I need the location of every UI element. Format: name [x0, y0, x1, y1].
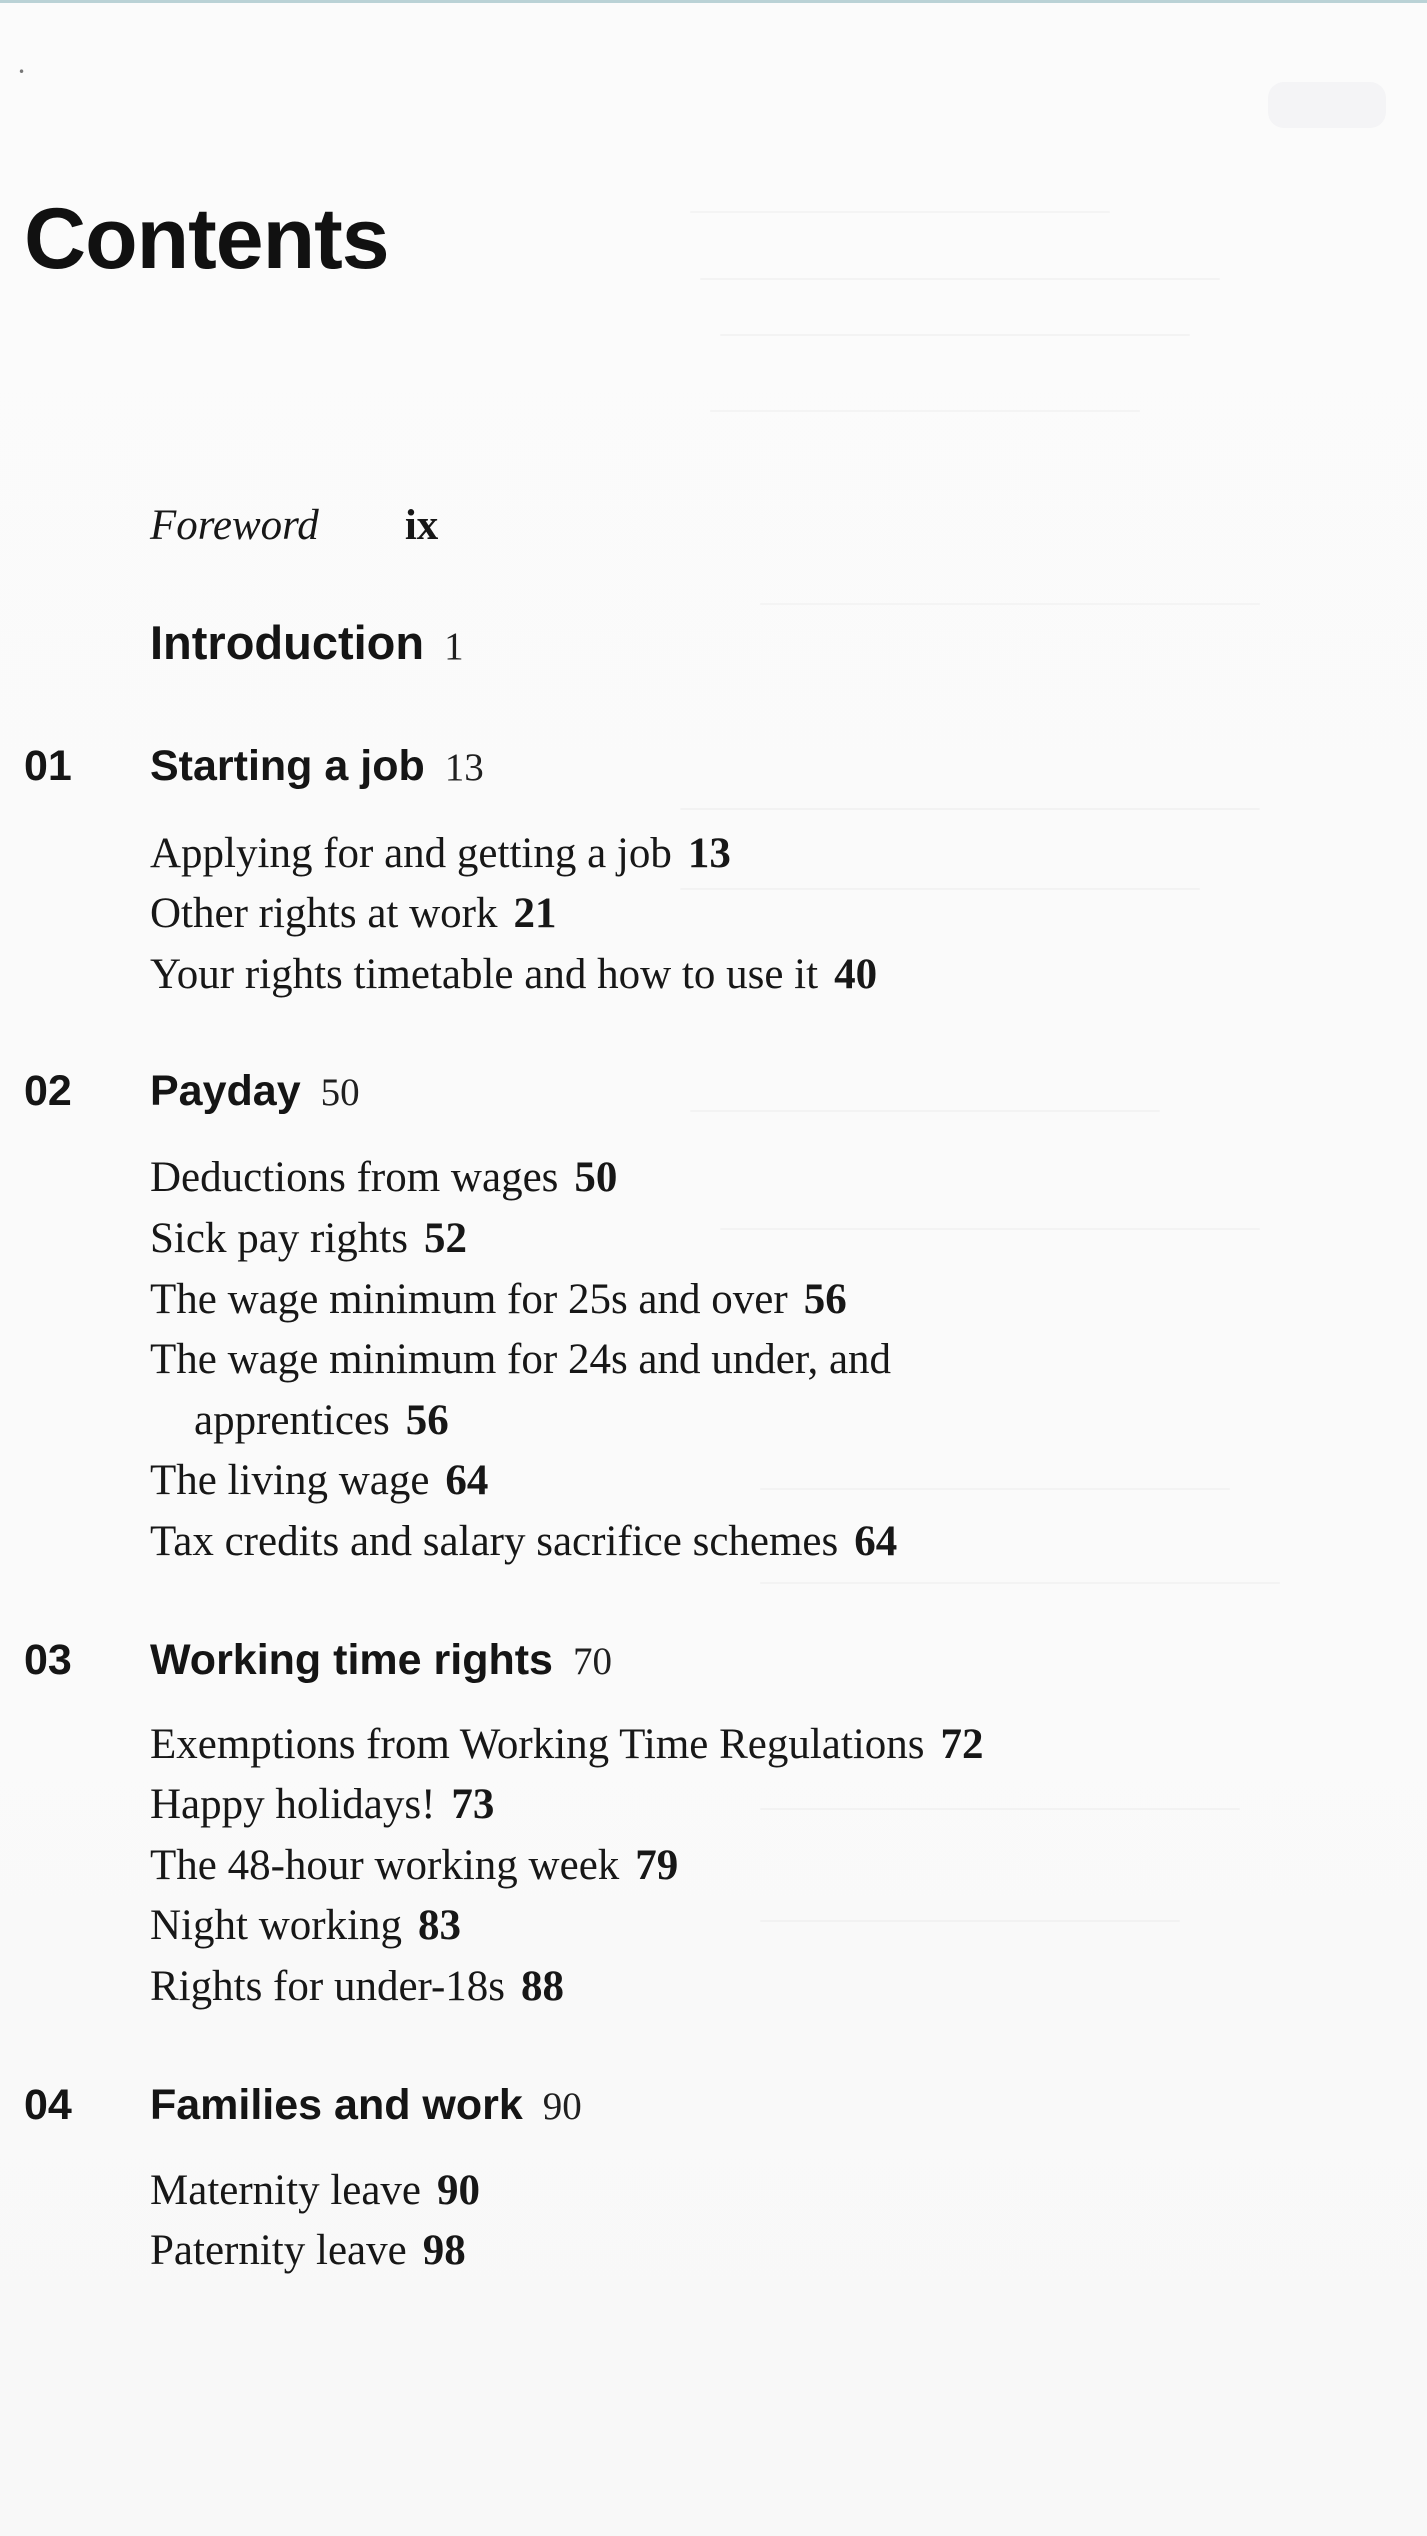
chapter-title-text: Payday [150, 1067, 301, 1115]
section-title: Tax credits and salary sacrifice schemes [150, 1518, 839, 1565]
section-entry [150, 1152, 617, 1204]
section-page: 40 [834, 951, 878, 998]
section-title: Your rights timetable and how to use it [150, 951, 819, 998]
section-entry [150, 1900, 461, 1952]
section-page: 88 [521, 1963, 565, 2010]
introduction-page: 1 [444, 625, 464, 668]
section-title: Other rights at work [150, 890, 498, 937]
section-entry [150, 1779, 494, 1831]
chapter-page: 90 [542, 2085, 582, 2128]
section-title: Exemptions from Working Time Regulations [150, 1721, 925, 1768]
chapter-number: 02 [24, 1067, 72, 1115]
section-entry [150, 888, 557, 940]
section-title-continued: apprentices [194, 1397, 390, 1444]
section-entry [150, 1961, 564, 2013]
section-page: 52 [423, 1215, 467, 1262]
section-page: 64 [445, 1457, 489, 1504]
introduction-entry [150, 615, 464, 671]
chapter-title [150, 1635, 612, 1687]
section-page: 98 [422, 2227, 466, 2274]
section-title: Happy holidays! [150, 1781, 436, 1828]
chapter-title [150, 1066, 360, 1118]
chapter-title [150, 2080, 582, 2132]
section-entry [150, 1455, 488, 1507]
page-edge-line [0, 0, 1427, 3]
chapter-page: 13 [444, 746, 484, 789]
section-page: 56 [405, 1397, 449, 1444]
section-title: Night working [150, 1902, 403, 1949]
foreword-label: Foreword [150, 502, 319, 549]
paper-speck: • [18, 65, 26, 79]
section-page: 13 [687, 830, 731, 877]
section-title: Paternity leave [150, 2227, 407, 2274]
chapter-number: 01 [24, 742, 72, 790]
section-entry-multiline [150, 1334, 891, 1386]
section-entry [150, 1213, 467, 1265]
section-entry [150, 828, 731, 880]
page-title: Contents [24, 191, 389, 287]
section-entry [150, 2165, 480, 2217]
section-page: 73 [451, 1781, 495, 1828]
section-entry-continuation [194, 1395, 449, 1447]
section-title: Applying for and getting a job [150, 830, 672, 877]
chapter-title [150, 741, 484, 793]
foreword-page: ix [404, 502, 439, 549]
section-title: Sick pay rights [150, 1215, 408, 1262]
chapter-page: 70 [572, 1640, 612, 1683]
chapter-number: 04 [24, 2081, 72, 2129]
section-entry [150, 1719, 984, 1771]
section-page: 64 [854, 1518, 898, 1565]
chapter-number: 03 [24, 1636, 72, 1684]
section-page: 90 [437, 2167, 481, 2214]
section-page: 21 [513, 890, 557, 937]
section-page: 56 [803, 1276, 847, 1323]
foreword-entry [150, 500, 438, 552]
chapter-title-text: Families and work [150, 2081, 523, 2129]
introduction-label: Introduction [150, 616, 425, 669]
section-title: The living wage [150, 1457, 430, 1504]
chapter-title-text: Starting a job [150, 742, 425, 790]
chapter-page: 50 [320, 1071, 360, 1114]
section-title: Maternity leave [150, 2167, 422, 2214]
section-entry [150, 2225, 466, 2277]
section-entry [150, 949, 877, 1001]
section-entry [150, 1840, 678, 1892]
section-title: Rights for under-18s [150, 1963, 506, 2010]
section-entry [150, 1274, 847, 1326]
section-page: 72 [940, 1721, 984, 1768]
section-title: Deductions from wages [150, 1154, 559, 1201]
section-page: 79 [635, 1842, 679, 1889]
section-title: The wage minimum for 25s and over [150, 1276, 788, 1323]
section-page: 50 [574, 1154, 618, 1201]
section-title: The 48-hour working week [150, 1842, 620, 1889]
chapter-title-text: Working time rights [150, 1636, 553, 1684]
section-page: 83 [418, 1902, 462, 1949]
section-title: The wage minimum for 24s and under, and [150, 1336, 892, 1383]
section-entry [150, 1516, 897, 1568]
